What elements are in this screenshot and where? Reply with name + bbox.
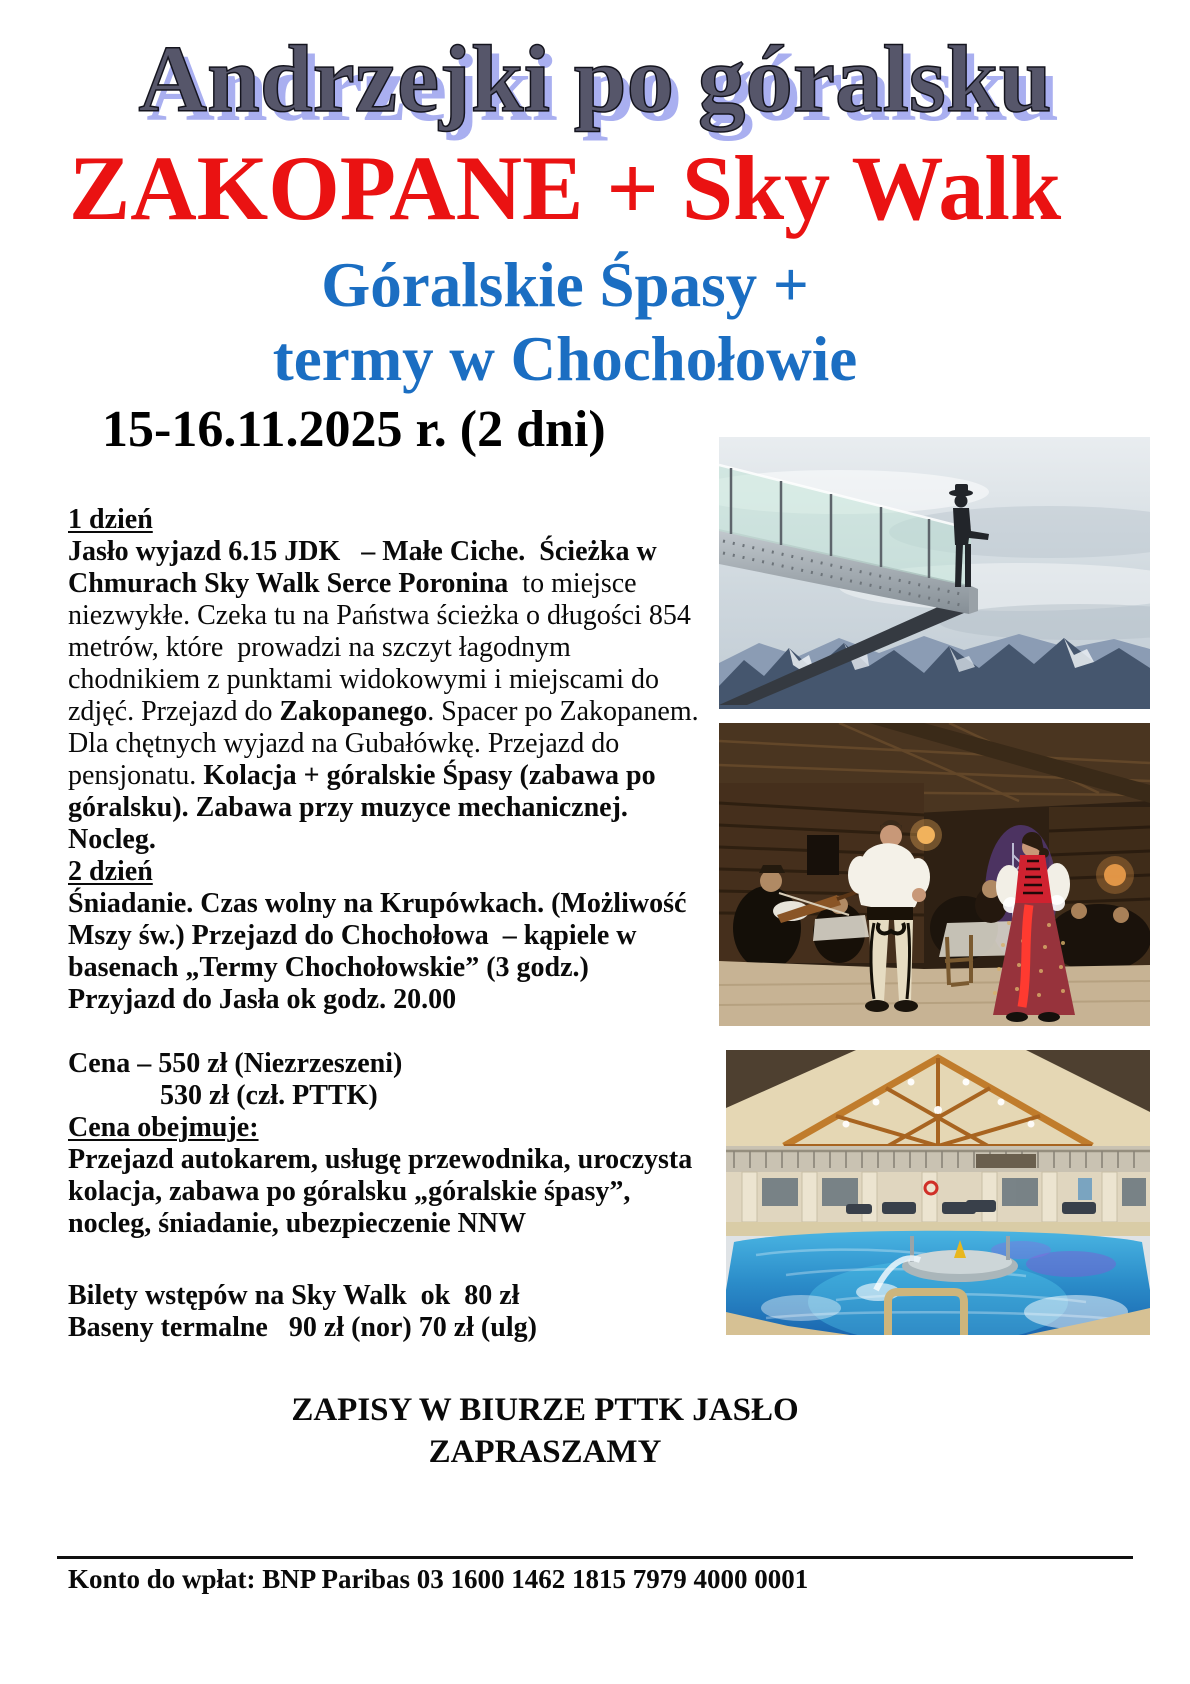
lamp-glow — [910, 819, 942, 851]
spacer — [68, 1016, 716, 1048]
thermal-pool-photo — [726, 1050, 1150, 1335]
foam — [761, 1295, 841, 1321]
tickets-line-2: Baseny termalne 90 zł (nor) 70 zł (ulg) — [68, 1312, 537, 1343]
signup-line-2: ZAPRASZAMY — [428, 1434, 662, 1470]
itinerary-line: niezwykłe. Czeka tu na Państwa ścieżka o długości 854 — [68, 600, 691, 631]
sky-walk-photo — [719, 437, 1150, 709]
includes-heading — [68, 1112, 716, 1144]
itinerary-line: Nocleg. — [68, 824, 156, 855]
sky-walk-illustration — [719, 437, 1150, 709]
itinerary-line: chodnikiem z punktami widokowymi i miejscami do — [68, 664, 660, 695]
trip-date: 15-16.11.2025 r. (2 dni) — [102, 401, 606, 458]
black-belt — [867, 907, 913, 920]
thermal-pool-illustration — [726, 1050, 1150, 1335]
day2-heading — [68, 856, 716, 888]
itinerary-line: Jasło wyjazd 6.15 JDK – Małe Ciche. Ścieżka w — [68, 536, 657, 567]
bold-segment: Chmurach Sky Walk Serce Poronina — [68, 568, 509, 599]
deck-end — [969, 585, 978, 614]
bank-account-line: Konto do wpłat: BNP Paribas 03 1600 1462 1815 7979 4000 0001 — [68, 1564, 809, 1594]
text-segment: zdjęć. Przejazd do — [68, 696, 280, 727]
text-segment: . Spacer po Zakopanem. — [427, 696, 699, 727]
itinerary-line: Dla chętnych wyjazd na Gubałówkę. Przejazd do — [68, 728, 620, 759]
day1-heading-text: 1 dzień — [68, 504, 153, 535]
text-segment: to miejsce — [508, 568, 637, 599]
day1-heading — [68, 504, 716, 536]
wall-poster — [1078, 1178, 1092, 1200]
body-text-column — [68, 504, 716, 1344]
subtitle-red: ZAKOPANE + Sky Walk — [68, 137, 1062, 239]
day2-heading-text: 2 dzień — [68, 856, 153, 887]
includes-line: kolacja, zabawa po góralsku „góralskie śpasy”, — [68, 1176, 631, 1207]
itinerary-line: Przyjazd do Jasła ok godz. 20.00 — [68, 984, 457, 1015]
bold-segment: Zakopanego — [279, 696, 428, 727]
includes-line: nocleg, śniadanie, ubezpieczenie NNW — [68, 1208, 527, 1239]
itinerary-line: góralsku). Zabawa przy muzyce mechanicznej. — [68, 792, 628, 823]
folk-dance-illustration — [719, 723, 1150, 1026]
itinerary-line: Mszy św.) Przejazd do Chochołowa – kąpiele w — [68, 920, 637, 951]
page-title: Andrzejki po góralsku — [138, 26, 1052, 132]
shoe — [1006, 1012, 1028, 1022]
bold-segment: Kolacja + góralskie Śpasy (zabawa po — [203, 760, 656, 791]
tickets-line-1: Bilety wstępów na Sky Walk ok 80 zł — [68, 1280, 520, 1311]
signup-line-1: ZAPISY W BIURZE PTTK JASŁO — [291, 1392, 799, 1428]
subtitle-blue-line2: termy w Chochołowie — [272, 324, 858, 394]
footer-divider — [57, 1556, 1133, 1559]
shoe — [894, 1000, 918, 1012]
wood-floor — [719, 961, 1150, 1026]
itinerary-line — [68, 760, 716, 792]
includes-line: Przejazd autokarem, usługę przewodnika, uroczysta — [68, 1144, 693, 1175]
shoe — [865, 1000, 889, 1012]
itinerary-line — [68, 568, 716, 600]
lamp-glow — [1096, 856, 1134, 894]
itinerary-line: Śniadanie. Czas wolny na Krupówkach. (Możliwość — [68, 888, 687, 919]
itinerary-line — [68, 696, 716, 728]
folk-dance-photo — [719, 723, 1150, 1026]
wall-picture — [807, 835, 839, 875]
hat — [759, 865, 785, 873]
price-line-1: Cena – 550 zł (Niezrzeszeni) — [68, 1048, 403, 1079]
itinerary-line: metrów, które prowadzi na szczyt łagodnym — [68, 632, 571, 663]
spacer — [68, 1240, 716, 1280]
red-ribbon — [1022, 905, 1029, 1007]
text-segment: pensjonatu. — [68, 760, 204, 791]
shoe — [1038, 1012, 1060, 1022]
itinerary-line: basenach „Termy Chochołowskie” (3 godz.) — [68, 952, 589, 983]
subtitle-blue-line1: Góralskie Śpasy + — [321, 250, 809, 320]
price-line-2: 530 zł (czł. PTTK) — [160, 1080, 378, 1111]
balcony-doorway — [976, 1154, 1036, 1168]
includes-heading-text: Cena obejmuje: — [68, 1112, 259, 1143]
hand — [912, 888, 926, 902]
